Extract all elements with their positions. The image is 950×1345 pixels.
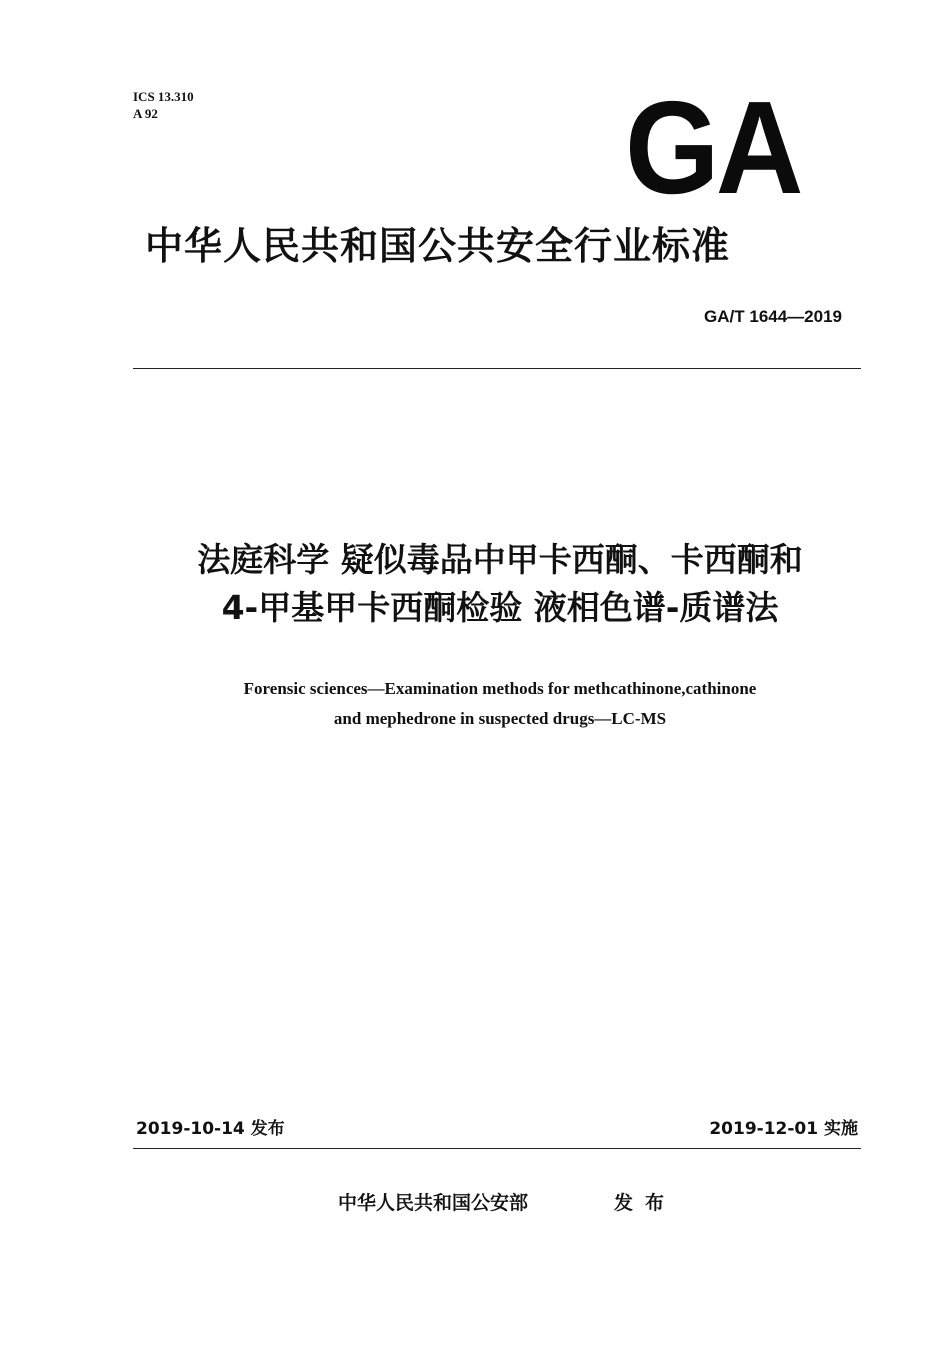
class-code: A 92 — [133, 106, 158, 121]
ics-code: ICS 13.310 — [133, 89, 194, 104]
ga-logo: GA — [625, 74, 800, 221]
bottom-divider — [133, 1148, 861, 1149]
implementation-date: 2019-12-01 实施 — [709, 1119, 858, 1139]
org-title: 中华人民共和国公共安全行业标准 — [145, 224, 731, 268]
standard-number: GA/T 1644—2019 — [704, 307, 842, 326]
publish-label: 发布 — [614, 1192, 677, 1214]
publisher: 中华人民共和国公安部 — [338, 1192, 529, 1214]
chinese-title — [100, 536, 900, 632]
chinese-title-line-1: 法庭科学 疑似毒品中甲卡西酮、卡西酮和 — [197, 540, 803, 579]
english-title — [100, 674, 900, 734]
classification-codes — [133, 88, 194, 122]
english-title-line-2: and mephedrone in suspected drugs—LC-MS — [333, 709, 667, 728]
top-divider — [133, 368, 861, 369]
english-title-line-1: Forensic sciences—Examination methods for methcathinone,cathinone — [243, 679, 757, 698]
issue-date: 2019-10-14 发布 — [136, 1119, 285, 1139]
chinese-title-line-2: 4-甲基甲卡西酮检验 液相色谱-质谱法 — [221, 588, 779, 627]
